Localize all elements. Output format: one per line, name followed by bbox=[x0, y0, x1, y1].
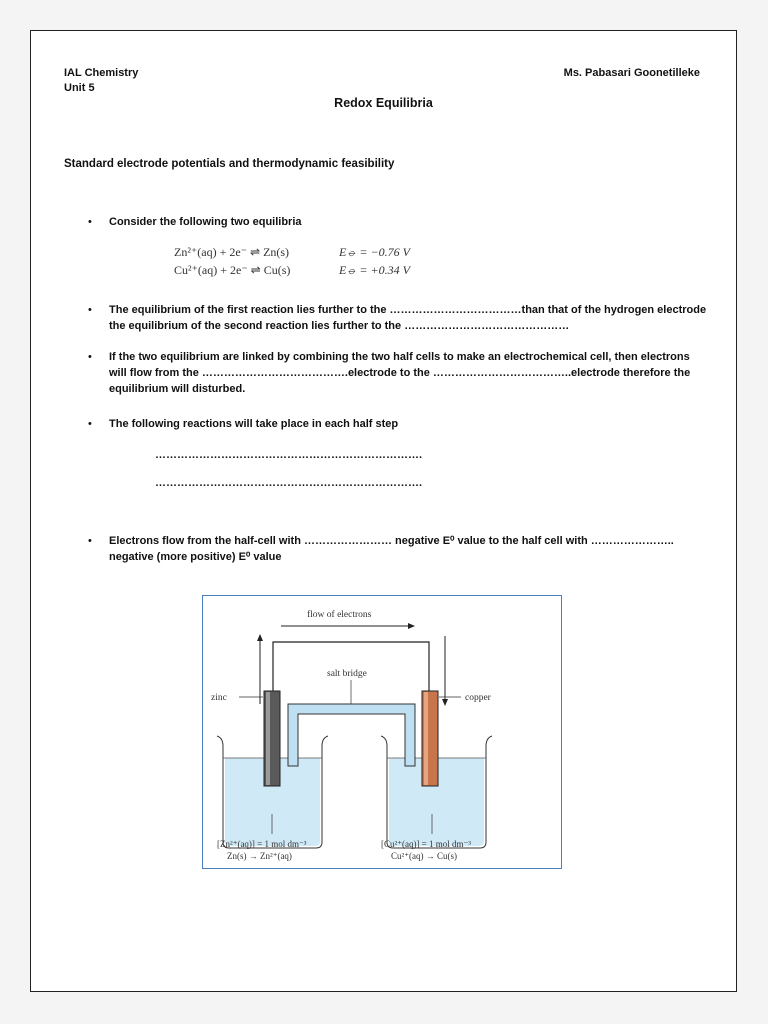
bullet-5: • Electrons flow from the half-cell with …………………… negative E⁰ value to the half cell with ………………….. negative (more positive) E⁰ value bbox=[109, 533, 709, 565]
zinc-label: zinc bbox=[211, 693, 227, 703]
section-heading: Standard electrode potentials and thermodynamic feasibility bbox=[64, 158, 395, 170]
bullet-2: • The equilibrium of the first reaction lies further to the ………………………………than that of the hydrogen electrode the equilibrium of the second reaction lies further to the ……………………………………… bbox=[109, 302, 709, 334]
header-left bbox=[64, 66, 138, 96]
flow-of-electrons-label: flow of electrons bbox=[307, 610, 372, 620]
teacher-name: Ms. Pabasari Goonetilleke bbox=[563, 67, 700, 79]
bullet-1: • Consider the following two equilibria bbox=[109, 214, 709, 230]
blank-line-1: ………………………………………………………………. bbox=[155, 449, 423, 461]
potential-copper: E⦵ = +0.34 V bbox=[339, 262, 410, 277]
salt-bridge bbox=[288, 704, 415, 766]
zinc-concentration: [Zn²⁺(aq)] = 1 mol dm⁻³ bbox=[217, 839, 307, 849]
page-title: Redox Equilibria bbox=[334, 96, 433, 110]
cell-diagram bbox=[203, 596, 563, 870]
zinc-half-reaction: Zn(s) → Zn²⁺(aq) bbox=[227, 851, 292, 861]
unit-label: Unit 5 bbox=[64, 82, 95, 94]
equation-copper: Cu²⁺(aq) + 2e⁻ ⇌ Cu(s) bbox=[174, 262, 291, 277]
copper-half-reaction: Cu²⁺(aq) → Cu(s) bbox=[391, 851, 457, 861]
equilibrium-row bbox=[174, 261, 410, 279]
equilibria-table bbox=[174, 243, 410, 279]
document-page bbox=[30, 30, 737, 992]
potential-zinc: E⦵ = −0.76 V bbox=[339, 244, 410, 259]
course-name: IAL Chemistry bbox=[64, 67, 139, 79]
blank-line-2: ………………………………………………………………. bbox=[155, 477, 423, 489]
bullet-4: • The following reactions will take place in each half step bbox=[109, 416, 709, 432]
bullet-3: • If the two equilibrium are linked by combining the two half cells to make an electrochemical cell, then electrons will flow from the ………………………………….electrode to the ………………………………..electrode therefore the equilibrium will disturbed. bbox=[109, 349, 709, 397]
equation-zinc: Zn²⁺(aq) + 2e⁻ ⇌ Zn(s) bbox=[174, 244, 290, 259]
equilibrium-row bbox=[174, 243, 410, 261]
copper-label: copper bbox=[465, 693, 491, 703]
salt-bridge-label: salt bridge bbox=[327, 669, 367, 679]
electrochemical-cell-figure bbox=[202, 595, 562, 869]
copper-concentration: [Cu²⁺(aq)] = 1 mol dm⁻³ bbox=[381, 839, 471, 849]
